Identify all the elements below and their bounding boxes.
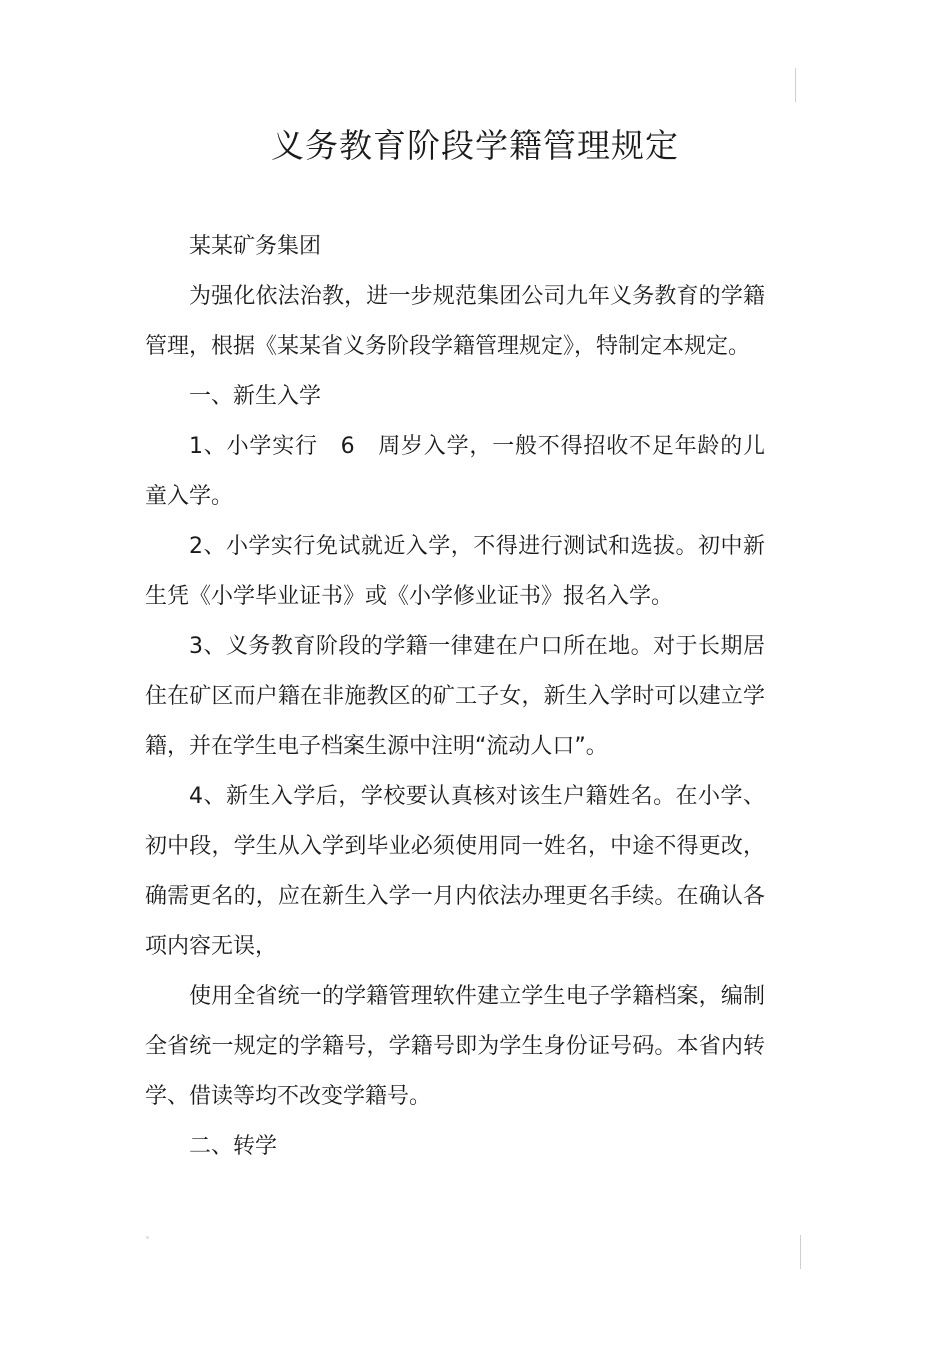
paragraph-item-2: 2、小学实行免试就近入学，不得进行测试和选拔。初中新生凭《小学毕业证书》或《小学修业证书》报名入学。: [145, 534, 765, 609]
paragraph-item-3: 3、义务教育阶段的学籍一律建在户口所在地。对于长期居住在矿区而户籍在非施教区的矿工子女，新生入学时可以建立学籍，并在学生电子档案生源中注明“流动人口”。: [145, 634, 765, 759]
paragraph-item-4-continued: 使用全省统一的学籍管理软件建立学生电子学籍档案，编制全省统一规定的学籍号，学籍号即为学生身份证号码。本省内转学、借读等均不改变学籍号。: [145, 984, 765, 1109]
paragraph-item-1: 1、小学实行 6 周岁入学，一般不得招收不足年龄的儿童入学。: [145, 434, 765, 509]
page-corner-mark-bottom: [800, 1235, 801, 1269]
paragraph-preamble: 为强化依法治教，进一步规范集团公司九年义务教育的学籍管理，根据《某某省义务阶段学籍管理规定》，特制定本规定。: [145, 284, 765, 359]
section-heading-transfer: 二、转学: [189, 1134, 278, 1159]
section-heading-enrollment: 一、新生入学: [189, 384, 322, 409]
document-body: [145, 222, 765, 1172]
document-title: 义务教育阶段学籍管理规定: [271, 126, 679, 165]
paragraph-issuer: 某某矿务集团: [189, 234, 322, 259]
paragraph-item-4: 4、新生入学后，学校要认真核对该生户籍姓名。在小学、初中段，学生从入学到毕业必须使用同一姓名，中途不得更改，确需更名的，应在新生入学一月内依法办理更名手续。在确认各项内容无误，: [145, 784, 765, 959]
scan-dot: [146, 1236, 149, 1239]
page-corner-mark-top: [795, 68, 796, 102]
